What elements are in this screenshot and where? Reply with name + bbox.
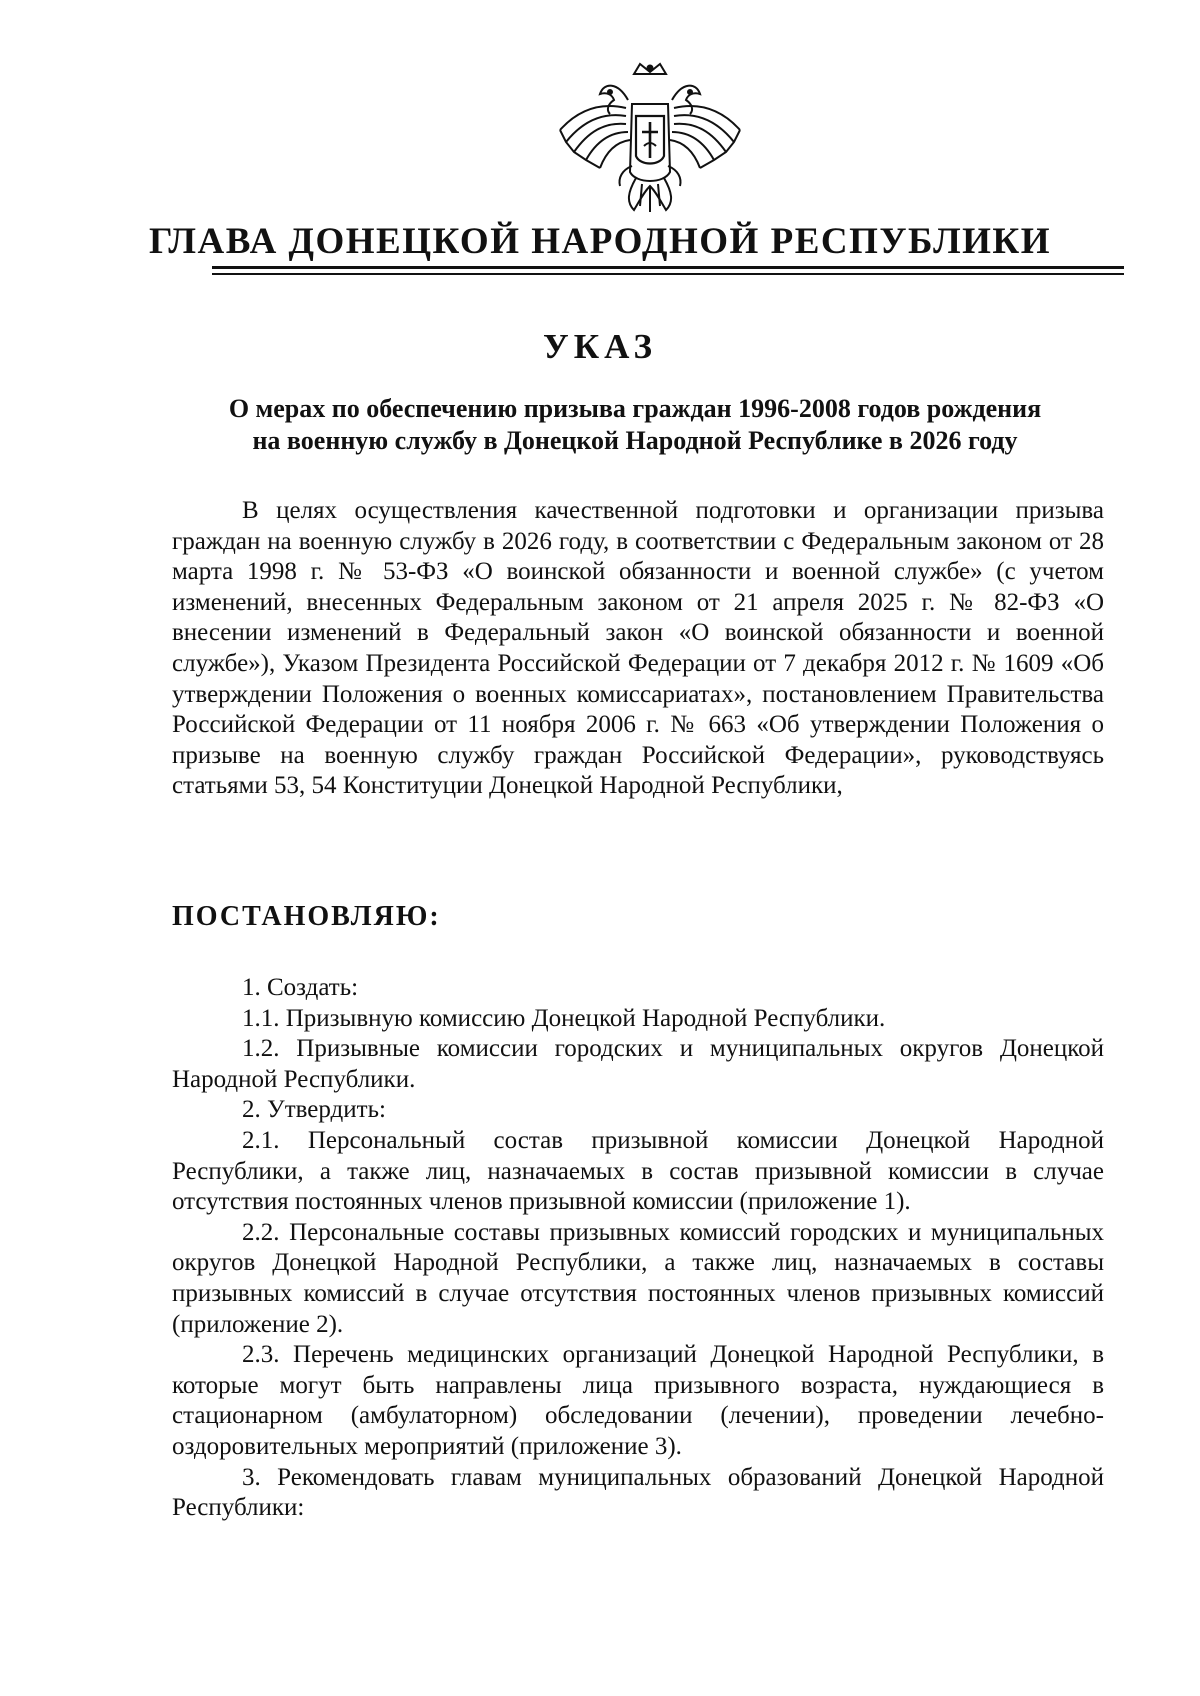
issuer-title: ГЛАВА ДОНЕЦКОЙ НАРОДНОЙ РЕСПУБЛИКИ xyxy=(148,221,1052,262)
resolve-heading: ПОСТАНОВЛЯЮ: xyxy=(172,901,441,932)
preamble-paragraph: В целях осуществления качественной подготовки и организации призыва граждан на военную службу в 2026 году, в соответствии с Федеральным законом от 28 марта 1998 г. № 53-ФЗ «О воинской обязанности и военной службе» (с учетом изменений, внесенных Федеральным законом от 21 апреля 2025 г. № 82-ФЗ «О внесении изменений в Федеральный закон «О воинской обязанности и военной службе»), Указом Президента Российской Федерации от 7 декабря 2012 г. № 1609 «Об утверждении Положения о военных комиссариатах», постановлением Правительства Российской Федерации от 11 ноября 2006 г. № 663 «Об утверждении Положения о призыве на военную службу граждан Российской Федерации», руководствуясь статьями 53, 54 Конституции Донецкой Народной Республики, xyxy=(172,497,1104,800)
coat-of-arms-icon xyxy=(548,60,752,218)
header-rule-thick xyxy=(212,266,1124,269)
decree-subtitle-line: О мерах по обеспечению призыва граждан 1996-2008 годов рождения xyxy=(228,394,1042,423)
decree-items xyxy=(172,973,1104,1524)
decree-item: 1. Создать: xyxy=(242,974,359,1001)
decree-item: 2.1. Персональный состав призывной комиссии Донецкой Народной Республики, а также лиц, назначаемых в состав призывной комиссии в случае отсутствия постоянных членов призывной комиссии (приложение 1). xyxy=(172,1126,1104,1216)
decree-item: 1.2. Призывные комиссии городских и муниципальных округов Донецкой Народной Республики. xyxy=(172,1035,1104,1093)
decree-item: 1.1. Призывную комиссию Донецкой Народной Республики. xyxy=(242,1004,886,1032)
decree-item: 2. Утвердить: xyxy=(242,1096,386,1124)
document-type: УКАЗ xyxy=(543,327,657,366)
preamble-section xyxy=(172,496,1104,802)
decree-item: 2.2. Персональные составы призывных комиссий городских и муниципальных округов Донецкой Народной Республики, а также лиц, назначаемых в составы призывных комиссий в случае отсутствия постоянных членов призывных комиссий (приложение 2). xyxy=(172,1218,1104,1338)
header-rule-thin xyxy=(212,273,1124,275)
decree-item: 3. Рекомендовать главам муниципальных образований Донецкой Народной Республики: xyxy=(172,1463,1104,1522)
decree-subtitle-line: на военную службу в Донецкой Народной Республике в 2026 году xyxy=(252,426,1018,455)
decree-subtitle xyxy=(170,393,1100,457)
decree-item: 2.3. Перечень медицинских организаций Донецкой Народной Республики, в которые могут быть направлены лица призывного возраста, нуждающиеся в стационарном (амбулаторном) обследовании (лечении), проведении лечебно-оздоровительных мероприятий (приложение 3). xyxy=(172,1341,1104,1460)
